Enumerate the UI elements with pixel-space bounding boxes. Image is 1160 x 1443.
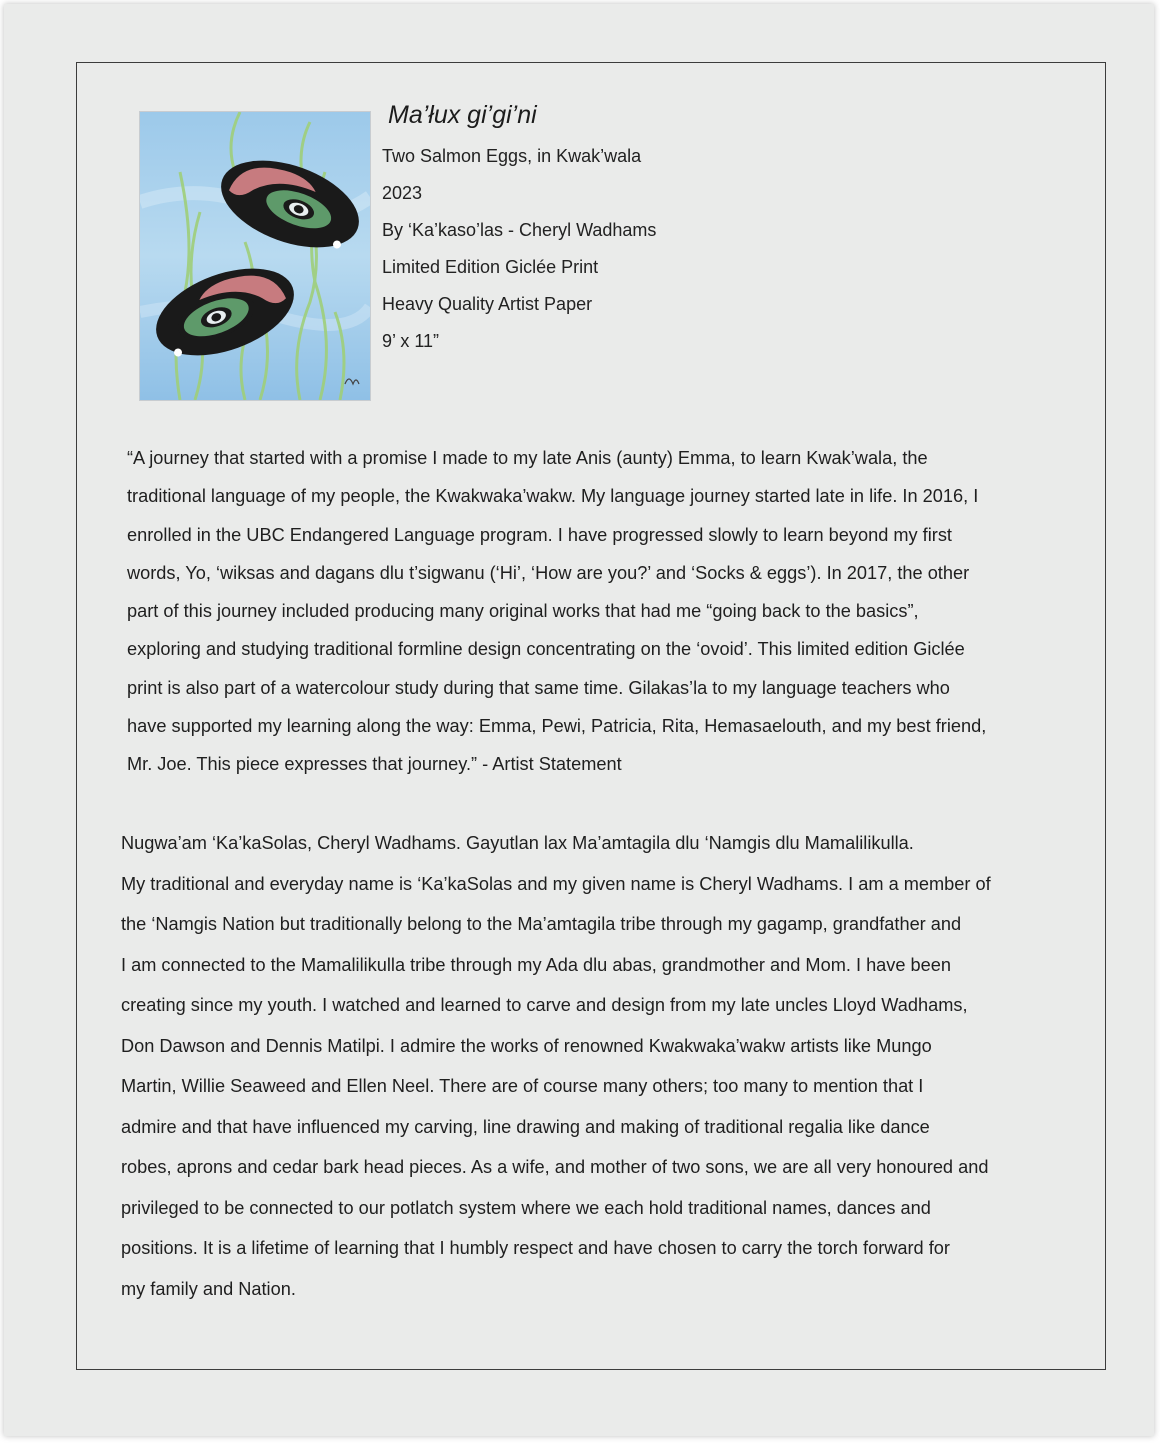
bio-line: the ‘Namgis Nation but traditionally belong to the Ma’amtagila tribe through my gagamp, grandfather and (121, 914, 962, 934)
bio-line: robes, aprons and cedar bark head pieces. As a wife, and mother of two sons, we are all very honoured and (121, 1157, 989, 1177)
artwork-image (139, 111, 371, 401)
statement-line: print is also part of a watercolour study during that same time. Gilakas’la to my language teachers who (127, 677, 950, 698)
statement-line: enrolled in the UBC Endangered Language program. I have progressed slowly to learn beyond my first (127, 524, 952, 545)
statement-line: words, Yo, ‘wiksas and dagans dlu t’sigwanu (‘Hi’, ‘How are you?’ and ‘Socks & eggs’). In 2017, the other (127, 562, 970, 583)
statement-line: “A journey that started with a promise I made to my late Anis (aunty) Emma, to learn Kwak’wala, the (127, 448, 928, 468)
artist-statement (127, 439, 1037, 784)
statement-line: exploring and studying traditional formline design concentrating on the ‘ovoid’. This limited edition Giclée (127, 639, 965, 660)
artwork-year: 2023 (382, 183, 423, 203)
salmon-eggs-painting (140, 112, 370, 400)
artwork-size: 9’ x 11” (382, 331, 440, 351)
artist-biography (121, 823, 1071, 1309)
statement-line: have supported my learning along the way: Emma, Pewi, Patricia, Rita, Hemasaelouth, and my best friend, (127, 716, 987, 737)
page-border (76, 62, 1106, 1370)
artwork-subtitle: Two Salmon Eggs, in Kwak’wala (382, 146, 642, 166)
statement-line: part of this journey included producing many original works that had me “going back to the basics”, (127, 601, 919, 622)
bio-line: My traditional and everyday name is ‘Ka’kaSolas and my given name is Cheryl Wadhams. I am a member of (121, 873, 991, 894)
bio-line: Martin, Willie Seaweed and Ellen Neel. There are of course many others; too many to mention that I (121, 1076, 924, 1096)
bio-line: I am connected to the Mamalilikulla tribe through my Ada dlu abas, grandmother and Mom. I have been (121, 954, 952, 975)
bio-line: my family and Nation. (121, 1278, 296, 1299)
bio-line: positions. It is a lifetime of learning that I humbly respect and have chosen to carry the torch forward for (121, 1238, 950, 1258)
artwork-edition: Limited Edition Giclée Print (382, 257, 599, 277)
bio-line: Don Dawson and Dennis Matilpi. I admire the works of renowned Kwakwaka’wakw artists like Mungo (121, 1035, 932, 1056)
statement-line: traditional language of my people, the Kwakwaka’wakw. My language journey started late in life. In 2016, I (127, 486, 979, 507)
artwork-details (382, 101, 982, 360)
artwork-artist: By ‘Ka’kaso’las - Cheryl Wadhams (382, 220, 657, 240)
printed-sheet (4, 4, 1154, 1436)
bio-line: Nugwa’am ‘Ka’kaSolas, Cheryl Wadhams. Gayutlan lax Ma’amtagila dlu ‘Namgis dlu Mamalilikulla. (121, 833, 914, 853)
artwork-title: Ma’łux gi’gi’ni (388, 101, 537, 129)
bio-line: admire and that have influenced my carving, line drawing and making of traditional regalia like dance (121, 1116, 930, 1137)
bio-line: creating since my youth. I watched and learned to carve and design from my late uncles Lloyd Wadhams, (121, 995, 968, 1015)
artwork-paper: Heavy Quality Artist Paper (382, 294, 593, 314)
statement-line: Mr. Joe. This piece expresses that journey.” - Artist Statement (127, 754, 622, 775)
bio-line: privileged to be connected to our potlatch system where we each hold traditional names, dances and (121, 1197, 931, 1218)
